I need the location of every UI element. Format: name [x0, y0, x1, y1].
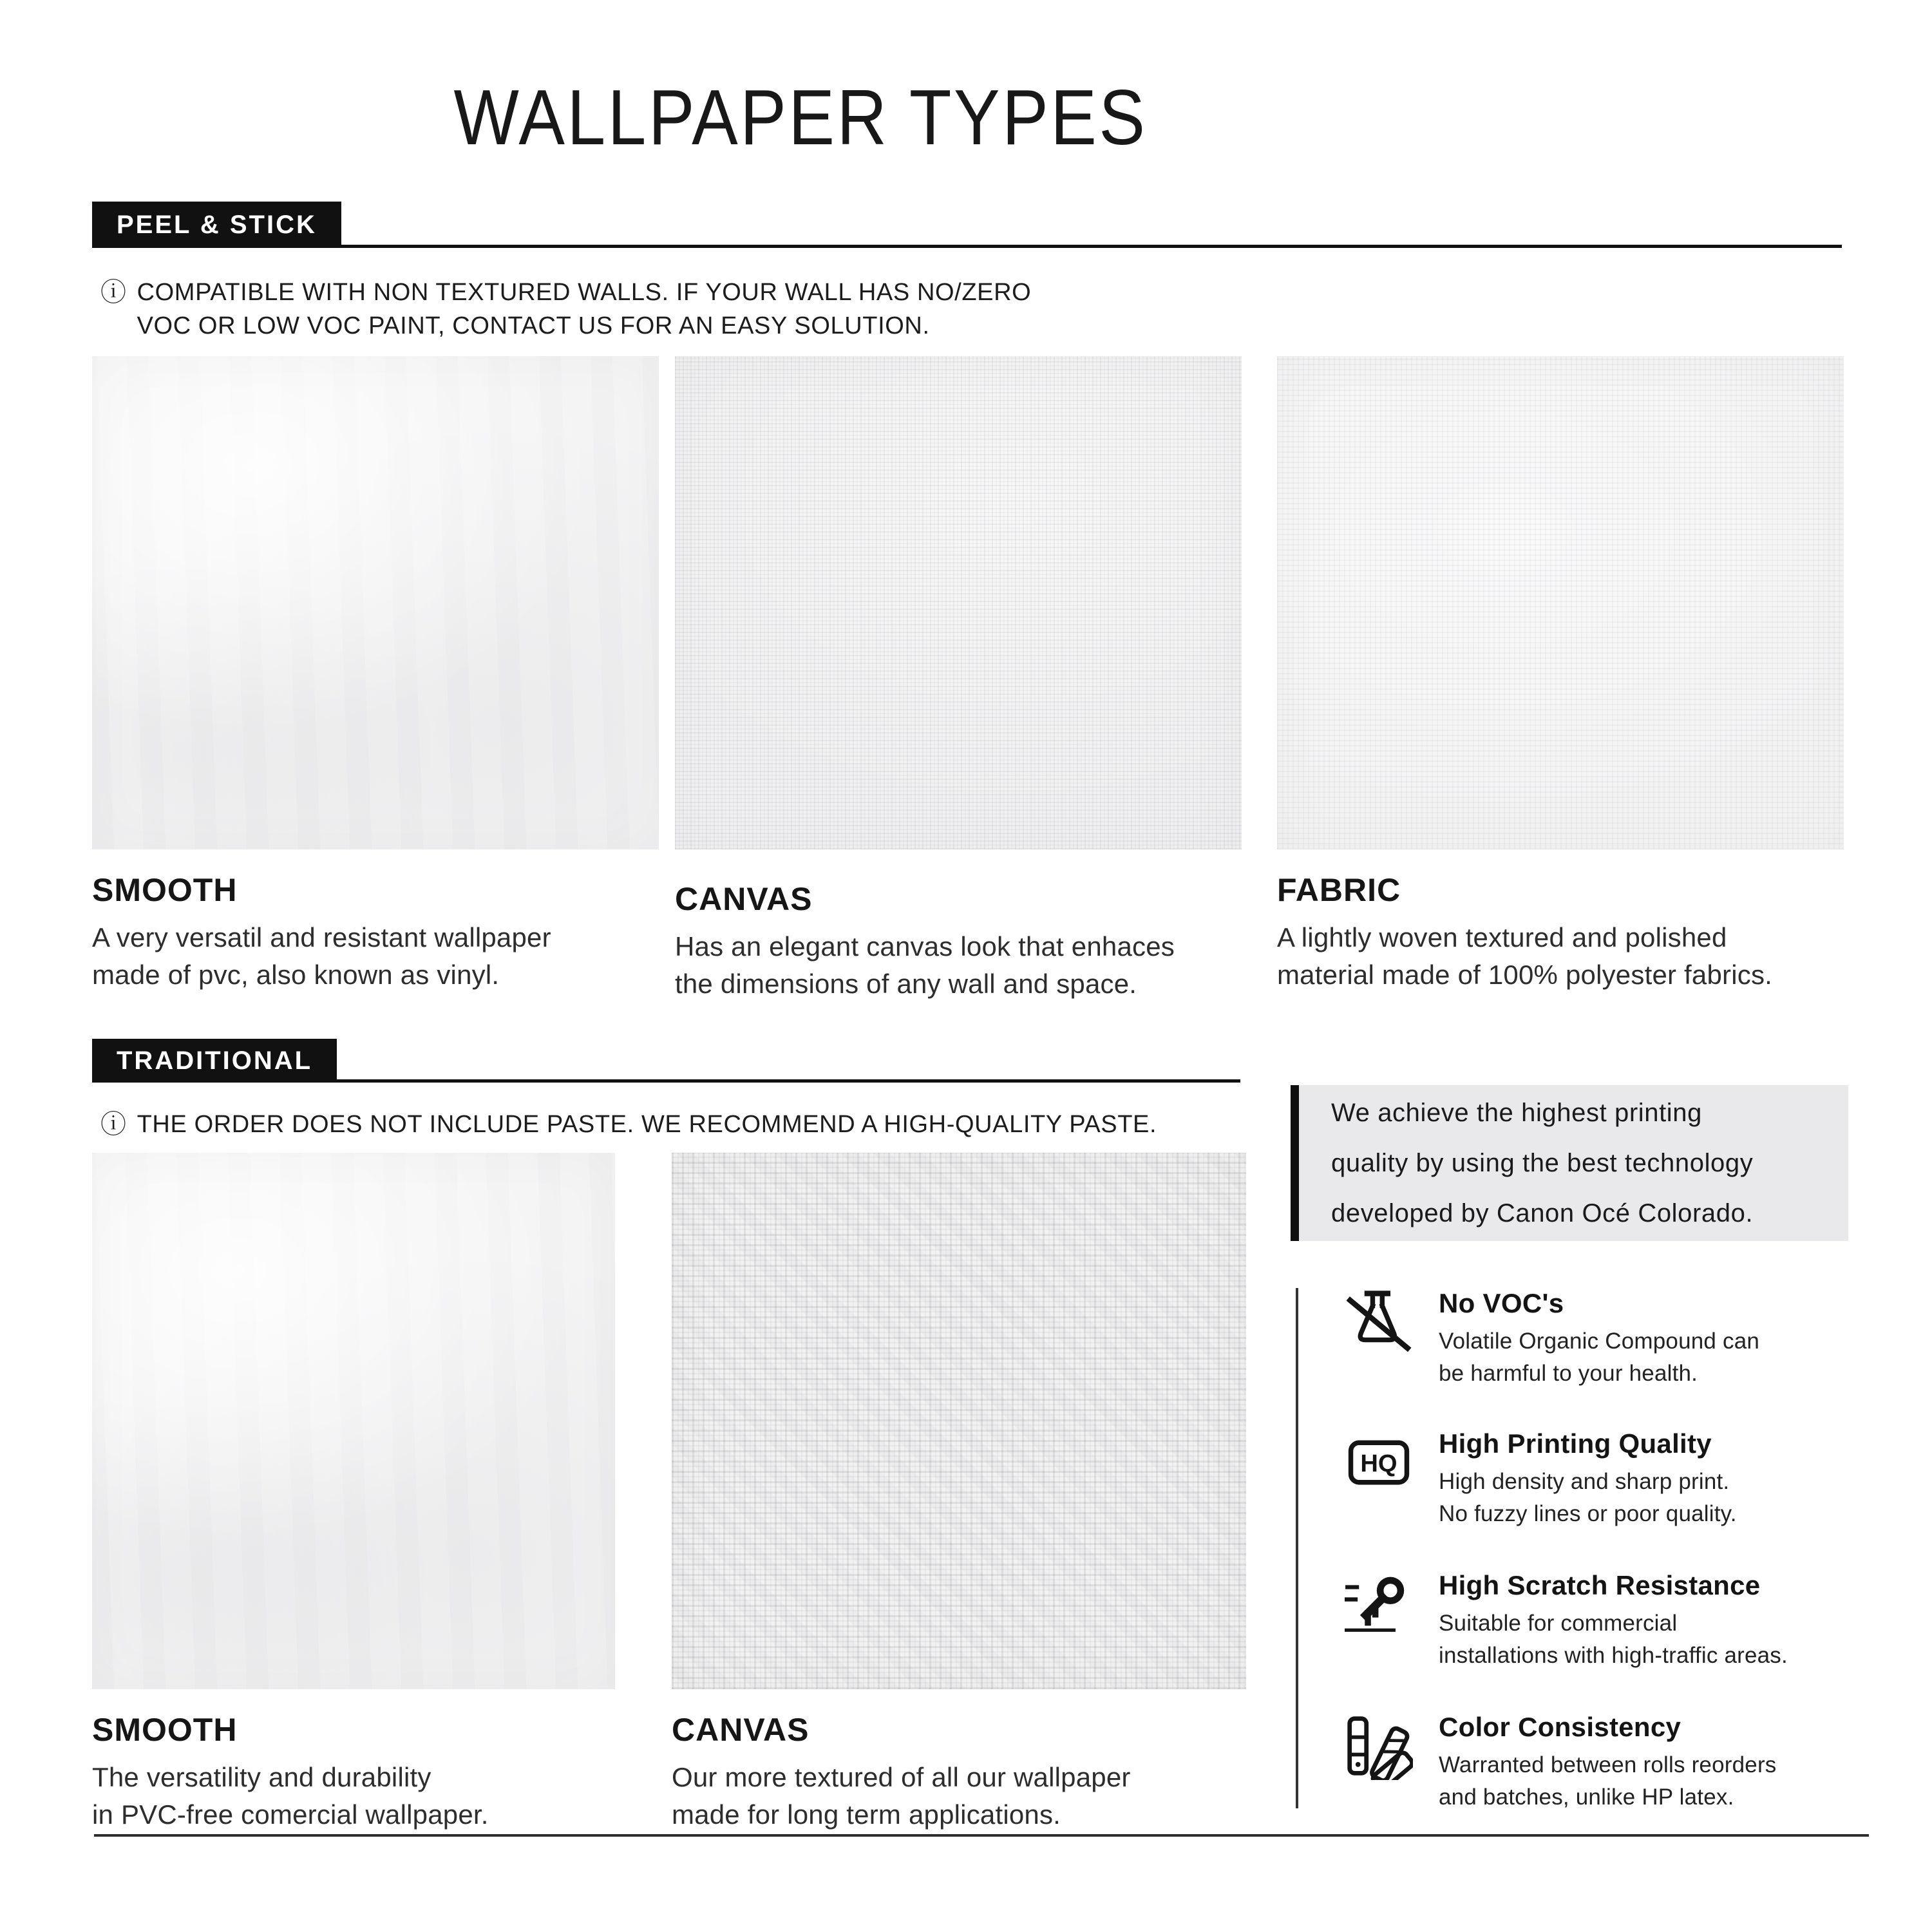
feature-description — [1439, 1466, 1737, 1530]
feature-title: Color Consistency — [1439, 1712, 1681, 1742]
feature-description — [1439, 1325, 1759, 1390]
peel-stick-rule — [92, 245, 1842, 248]
bottom-rule — [94, 1834, 1869, 1837]
feature-description — [1439, 1749, 1777, 1814]
feature-description-line: Warranted between rolls reorders — [1439, 1752, 1777, 1777]
feature-high-printing-quality — [1345, 1428, 1860, 1530]
swatch-description-line: A lightly woven textured and polished — [1277, 922, 1727, 952]
note-text — [137, 276, 1032, 343]
swatch-title: SMOOTH — [92, 1712, 238, 1748]
feature-description — [1439, 1607, 1788, 1672]
swatch-title: FABRIC — [1277, 872, 1401, 908]
feature-text — [1439, 1570, 1788, 1672]
feature-title: High Scratch Resistance — [1439, 1570, 1761, 1600]
printing-quality-callout — [1291, 1085, 1848, 1241]
callout-line: developed by Canon Océ Colorado. — [1331, 1199, 1754, 1227]
note-text — [137, 1108, 1157, 1142]
hq-icon-label: HQ — [1360, 1449, 1397, 1477]
feature-title: High Printing Quality — [1439, 1428, 1712, 1459]
swatch-description — [1277, 919, 1844, 994]
swatch-card-traditional-canvas — [672, 1153, 1246, 1833]
note-line: THE ORDER DOES NOT INCLUDE PASTE. WE RECOMMEND A HIGH-QUALITY PASTE. — [137, 1111, 1157, 1138]
swatch-description-line: Our more textured of all our wallpaper — [672, 1762, 1131, 1792]
key-scratch-icon — [1345, 1570, 1413, 1638]
swatch-description-line: made of pvc, also known as vinyl. — [92, 959, 500, 990]
swatch-image-smooth — [92, 356, 659, 849]
callout-line: quality by using the best technology — [1331, 1149, 1754, 1177]
feature-no-voc — [1345, 1288, 1860, 1390]
feature-description-line: Suitable for commercial — [1439, 1611, 1678, 1636]
callout-line: We achieve the highest printing — [1331, 1099, 1702, 1127]
swatch-description-line: made for long term applications. — [672, 1799, 1061, 1830]
swatch-description-line: The versatility and durability — [92, 1762, 431, 1792]
features-divider-line — [1296, 1288, 1298, 1808]
feature-text — [1439, 1288, 1759, 1390]
page-title: WALLPAPER TYPES — [453, 73, 1148, 161]
swatch-description-line: Has an elegant canvas look that enhaces — [675, 931, 1175, 961]
feature-text — [1439, 1712, 1777, 1814]
swatch-title: CANVAS — [675, 881, 813, 917]
feature-description-line: Volatile Organic Compound can — [1439, 1329, 1760, 1354]
feature-description-line: and batches, unlike HP latex. — [1439, 1785, 1734, 1810]
swatch-description-line: A very versatil and resistant wallpaper — [92, 922, 551, 952]
feature-color-consistency — [1345, 1712, 1860, 1814]
swatch-image-fabric — [1277, 356, 1844, 849]
feature-description-line: No fuzzy lines or poor quality. — [1439, 1501, 1737, 1526]
info-icon: ⓘ — [100, 278, 127, 307]
swatch-image-smooth — [92, 1153, 615, 1689]
swatch-card-peel-smooth — [92, 356, 659, 994]
info-icon: ⓘ — [100, 1110, 127, 1139]
section-badge-traditional: TRADITIONAL — [92, 1039, 337, 1083]
swatch-card-peel-fabric — [1277, 356, 1844, 994]
swatch-title: SMOOTH — [92, 872, 238, 908]
feature-text — [1439, 1428, 1737, 1530]
note-line: COMPATIBLE WITH NON TEXTURED WALLS. IF YOUR WALL HAS NO/ZERO — [137, 279, 1032, 306]
feature-description-line: High density and sharp print. — [1439, 1469, 1730, 1494]
swatch-description — [92, 1759, 615, 1833]
swatch-description-line: material made of 100% polyester fabrics. — [1277, 959, 1773, 990]
swatch-description-line: the dimensions of any wall and space. — [675, 968, 1137, 999]
swatch-image-canvas-rough — [672, 1153, 1246, 1689]
swatch-description — [92, 919, 659, 994]
swatch-description — [672, 1759, 1246, 1833]
traditional-note — [100, 1108, 1157, 1142]
peel-stick-note — [100, 276, 1031, 343]
callout-text — [1331, 1088, 1753, 1238]
hq-badge-icon — [1345, 1428, 1413, 1497]
color-swatches-icon — [1345, 1712, 1413, 1780]
swatch-description-line: in PVC-free comercial wallpaper. — [92, 1799, 489, 1830]
section-badge-peel-stick: PEEL & STICK — [92, 202, 341, 248]
feature-description-line: be harmful to your health. — [1439, 1361, 1698, 1386]
feature-title: No VOC's — [1439, 1288, 1564, 1318]
note-line: VOC OR LOW VOC PAINT, CONTACT US FOR AN EASY SOLUTION. — [137, 312, 930, 340]
swatch-description — [675, 928, 1242, 1003]
feature-description-line: installations with high-traffic areas. — [1439, 1643, 1788, 1668]
swatch-title: CANVAS — [672, 1712, 810, 1748]
feature-high-scratch-resistance — [1345, 1570, 1860, 1672]
swatch-card-peel-canvas — [675, 356, 1242, 1003]
no-voc-flask-icon — [1345, 1288, 1413, 1356]
swatch-card-traditional-smooth — [92, 1153, 615, 1833]
swatch-image-canvas — [675, 356, 1242, 849]
